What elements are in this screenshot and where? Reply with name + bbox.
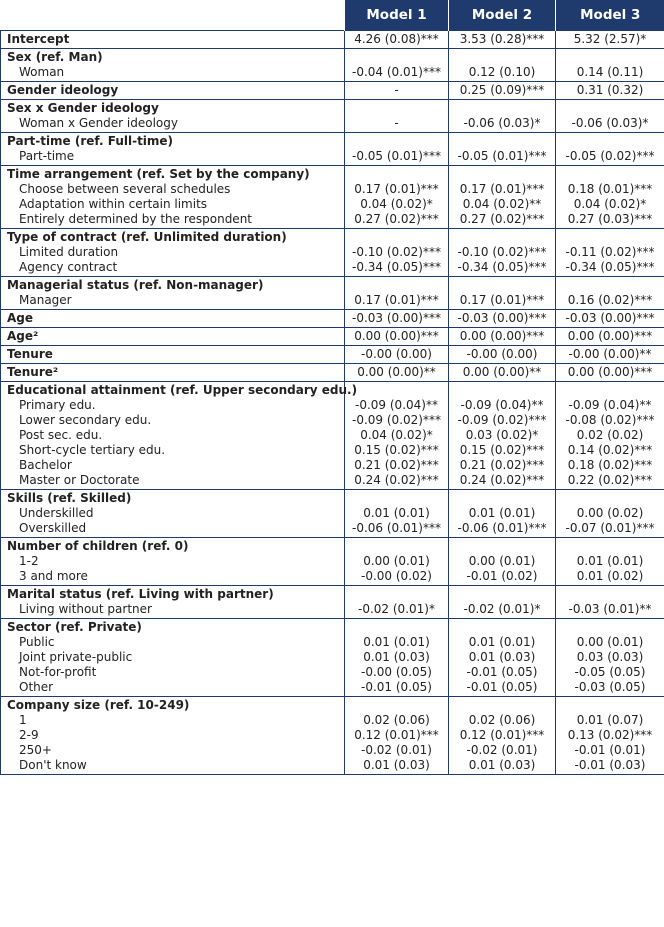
- coefficient-value: 0.31 (0.32): [576, 83, 644, 97]
- coefficient-value: -0.08 (0.02)***: [565, 413, 655, 427]
- category-label: Part-time: [19, 149, 75, 163]
- coefficient-value: 0.16 (0.02)***: [567, 293, 653, 307]
- coefficient-value: -0.00 (0.00): [361, 347, 432, 361]
- group-title: Company size (ref. 10-249): [7, 698, 190, 712]
- group-title: Gender ideology: [7, 83, 119, 97]
- model-1-cell: [345, 133, 449, 166]
- coefficient-value: -0.10 (0.02)***: [457, 245, 547, 259]
- category-label: 1: [19, 713, 27, 727]
- model-1-cell: [345, 100, 449, 133]
- coefficient-value: -0.03 (0.00)***: [565, 311, 655, 325]
- model-3-cell: [556, 166, 664, 229]
- model-2-cell: [449, 382, 556, 490]
- variable-cell: [1, 229, 345, 277]
- coefficient-value: 0.15 (0.02)***: [354, 443, 439, 457]
- coefficient-value: 0.17 (0.01)***: [354, 293, 439, 307]
- coefficient-value: -0.06 (0.01)***: [352, 521, 441, 535]
- table-row: [1, 277, 664, 310]
- group-title: Age²: [7, 329, 39, 343]
- group-title: Intercept: [7, 32, 70, 46]
- coefficient-value: -0.05 (0.02)***: [565, 149, 655, 163]
- category-label: Woman x Gender ideology: [19, 116, 178, 130]
- coefficient-value: 0.24 (0.02)***: [354, 473, 439, 487]
- group-title: Sex (ref. Man): [7, 50, 103, 64]
- category-label: Joint private-public: [19, 650, 133, 664]
- category-label: Master or Doctorate: [19, 473, 140, 487]
- model-3-cell: [556, 229, 664, 277]
- group-title: Educational attainment (ref. Upper secondary edu.): [7, 383, 358, 397]
- variable-cell: [1, 133, 345, 166]
- model-2-cell: [449, 100, 556, 133]
- coefficient-value: -0.06 (0.03)*: [571, 116, 649, 130]
- coefficient-value: -0.06 (0.01)***: [457, 521, 547, 535]
- coefficient-value: 0.17 (0.01)***: [354, 182, 439, 196]
- coefficient-value: 0.14 (0.11): [576, 65, 644, 79]
- coefficient-value: 5.32 (2.57)*: [573, 32, 647, 46]
- model-1-cell: [345, 538, 449, 586]
- coefficient-value: 0.13 (0.02)***: [567, 728, 653, 742]
- model-3-cell: [556, 382, 664, 490]
- variable-cell: [1, 364, 345, 382]
- table-row: [1, 364, 664, 382]
- coefficient-value: -0.02 (0.01)*: [358, 602, 435, 616]
- model-1-cell: [345, 277, 449, 310]
- model-1-cell: [345, 382, 449, 490]
- coefficient-value: 0.00 (0.01): [468, 554, 536, 568]
- model-1-cell: [345, 166, 449, 229]
- coefficient-value: -: [394, 83, 399, 97]
- coefficient-value: -0.00 (0.02): [361, 569, 432, 583]
- model-3-cell: [556, 31, 664, 49]
- coefficient-value: 0.12 (0.10): [468, 65, 536, 79]
- model-2-cell: [449, 133, 556, 166]
- table-row: [1, 229, 664, 277]
- coefficient-value: 0.04 (0.02)*: [360, 428, 433, 442]
- coefficient-value: 0.00 (0.02): [576, 506, 644, 520]
- coefficient-value: -0.09 (0.02)***: [457, 413, 547, 427]
- group-title: Managerial status (ref. Non-manager): [7, 278, 264, 292]
- variable-cell: [1, 619, 345, 697]
- variable-cell: [1, 538, 345, 586]
- model-2-cell: [449, 229, 556, 277]
- coefficient-value: -0.03 (0.01)**: [568, 602, 652, 616]
- coefficient-value: 0.01 (0.01): [468, 506, 536, 520]
- coefficient-value: -0.34 (0.05)***: [352, 260, 441, 274]
- variable-cell: [1, 310, 345, 328]
- table-row: [1, 490, 664, 538]
- model-2-cell: [449, 166, 556, 229]
- coefficient-value: 0.04 (0.02)**: [462, 197, 542, 211]
- coefficient-value: 0.14 (0.02)***: [567, 443, 653, 457]
- table-row: [1, 82, 664, 100]
- model-2-cell: [449, 31, 556, 49]
- model-3-cell: [556, 346, 664, 364]
- model-1-header: Model 1: [345, 0, 449, 31]
- coefficient-value: 0.01 (0.02): [576, 569, 644, 583]
- category-label: Underskilled: [19, 506, 94, 520]
- table-row: [1, 310, 664, 328]
- model-1-cell: [345, 328, 449, 346]
- coefficient-value: 0.12 (0.01)***: [354, 728, 439, 742]
- table-row: [1, 133, 664, 166]
- model-2-cell: [449, 586, 556, 619]
- coefficient-value: 0.18 (0.02)***: [567, 458, 653, 472]
- table-body: [1, 31, 664, 775]
- group-title: Tenure: [7, 347, 53, 361]
- table-row: [1, 586, 664, 619]
- table-row: [1, 382, 664, 490]
- model-1-cell: [345, 82, 449, 100]
- group-title: Sex x Gender ideology: [7, 101, 159, 115]
- coefficient-value: 0.27 (0.03)***: [567, 212, 653, 226]
- coefficient-value: 0.21 (0.02)***: [354, 458, 439, 472]
- variable-cell: [1, 100, 345, 133]
- variable-cell: [1, 346, 345, 364]
- category-label: Don't know: [19, 758, 87, 772]
- coefficient-value: 0.15 (0.02)***: [459, 443, 545, 457]
- coefficient-value: -0.07 (0.01)***: [565, 521, 655, 535]
- model-2-cell: [449, 619, 556, 697]
- coefficient-value: 0.01 (0.03): [468, 650, 536, 664]
- coefficient-value: 0.02 (0.06): [363, 713, 430, 727]
- category-label: Agency contract: [19, 260, 118, 274]
- model-2-cell: [449, 490, 556, 538]
- model-3-cell: [556, 133, 664, 166]
- coefficient-value: -0.34 (0.05)***: [457, 260, 547, 274]
- coefficient-value: -0.10 (0.02)***: [352, 245, 441, 259]
- model-1-cell: [345, 49, 449, 82]
- coefficient-value: -0.09 (0.04)**: [568, 398, 652, 412]
- coefficient-value: 0.17 (0.01)***: [459, 182, 545, 196]
- model-2-cell: [449, 364, 556, 382]
- model-3-cell: [556, 277, 664, 310]
- model-1-cell: [345, 229, 449, 277]
- group-title: Type of contract (ref. Unlimited duration): [7, 230, 287, 244]
- coefficient-value: -0.11 (0.02)***: [565, 245, 655, 259]
- coefficient-value: 0.25 (0.09)***: [459, 83, 545, 97]
- category-label: Bachelor: [19, 458, 72, 472]
- model-1-cell: [345, 346, 449, 364]
- group-title: Marital status (ref. Living with partner): [7, 587, 274, 601]
- coefficient-value: -0.03 (0.05): [574, 680, 646, 694]
- coefficient-value: -0.00 (0.00)**: [568, 347, 652, 361]
- model-3-cell: [556, 697, 664, 775]
- coefficient-value: 0.02 (0.02): [576, 428, 644, 442]
- coefficient-value: 0.01 (0.03): [468, 758, 536, 772]
- variable-cell: [1, 328, 345, 346]
- category-label: Adaptation within certain limits: [19, 197, 208, 211]
- model-3-cell: [556, 310, 664, 328]
- coefficient-value: -: [394, 116, 399, 130]
- model-1-cell: [345, 586, 449, 619]
- category-label: Other: [19, 680, 54, 694]
- coefficient-value: 0.00 (0.01): [576, 635, 644, 649]
- coefficient-value: 0.27 (0.02)***: [354, 212, 439, 226]
- model-1-cell: [345, 697, 449, 775]
- category-label: Post sec. edu.: [19, 428, 103, 442]
- coefficient-value: 0.01 (0.03): [363, 650, 430, 664]
- category-label: Woman: [19, 65, 65, 79]
- model-2-cell: [449, 538, 556, 586]
- coefficient-value: -0.00 (0.05): [361, 665, 432, 679]
- coefficient-value: 0.22 (0.02)***: [567, 473, 653, 487]
- coefficient-value: 0.00 (0.01): [363, 554, 430, 568]
- category-label: 2-9: [19, 728, 39, 742]
- coefficient-value: 0.00 (0.00)**: [462, 365, 542, 379]
- coefficient-value: -0.05 (0.01)***: [352, 149, 441, 163]
- model-3-cell: [556, 586, 664, 619]
- model-3-cell: [556, 364, 664, 382]
- coefficient-value: 0.00 (0.00)***: [567, 365, 653, 379]
- coefficient-value: 0.27 (0.02)***: [459, 212, 545, 226]
- model-1-cell: [345, 619, 449, 697]
- coefficient-value: 0.00 (0.00)***: [459, 329, 545, 343]
- variable-cell: [1, 82, 345, 100]
- category-label: 250+: [19, 743, 52, 757]
- group-title: Time arrangement (ref. Set by the company): [7, 167, 310, 181]
- coefficient-value: -0.04 (0.01)***: [352, 65, 441, 79]
- model-2-cell: [449, 82, 556, 100]
- model-3-cell: [556, 619, 664, 697]
- coefficient-value: 0.01 (0.01): [363, 506, 430, 520]
- table-row: [1, 49, 664, 82]
- table-row: [1, 697, 664, 775]
- coefficient-value: -0.00 (0.00): [466, 347, 538, 361]
- coefficient-value: 0.01 (0.01): [468, 635, 536, 649]
- coefficient-value: 0.18 (0.01)***: [567, 182, 653, 196]
- variable-cell: [1, 31, 345, 49]
- table-row: [1, 346, 664, 364]
- category-label: Living without partner: [19, 602, 152, 616]
- coefficient-value: 0.00 (0.00)**: [357, 365, 436, 379]
- model-3-cell: [556, 100, 664, 133]
- table-row: [1, 619, 664, 697]
- coefficient-value: 0.17 (0.01)***: [459, 293, 545, 307]
- coefficient-value: -0.03 (0.00)***: [352, 311, 441, 325]
- group-title: Age: [7, 311, 34, 325]
- model-2-cell: [449, 697, 556, 775]
- coefficient-value: -0.02 (0.01): [361, 743, 432, 757]
- coefficient-value: -0.01 (0.01): [574, 743, 646, 757]
- group-title: Skills (ref. Skilled): [7, 491, 132, 505]
- coefficient-value: 0.01 (0.07): [576, 713, 644, 727]
- model-2-cell: [449, 49, 556, 82]
- model-1-cell: [345, 310, 449, 328]
- coefficient-value: -0.09 (0.04)**: [355, 398, 438, 412]
- variable-cell: [1, 166, 345, 229]
- variable-cell: [1, 586, 345, 619]
- coefficient-value: 0.03 (0.03): [576, 650, 644, 664]
- category-label: Lower secondary edu.: [19, 413, 152, 427]
- category-label: Entirely determined by the respondent: [19, 212, 253, 226]
- model-3-cell: [556, 490, 664, 538]
- coefficient-value: 0.00 (0.00)***: [354, 329, 439, 343]
- coefficient-value: 0.03 (0.02)*: [465, 428, 539, 442]
- variable-cell: [1, 697, 345, 775]
- model-2-cell: [449, 328, 556, 346]
- group-title: Part-time (ref. Full-time): [7, 134, 174, 148]
- coefficient-value: -0.01 (0.05): [466, 680, 538, 694]
- category-label: Overskilled: [19, 521, 87, 535]
- coefficient-value: -0.01 (0.02): [466, 569, 538, 583]
- model-3-cell: [556, 82, 664, 100]
- group-title: Sector (ref. Private): [7, 620, 142, 634]
- model-2-cell: [449, 346, 556, 364]
- variable-cell: [1, 49, 345, 82]
- coefficient-value: 0.04 (0.02)*: [573, 197, 647, 211]
- model-3-header: Model 3: [556, 0, 664, 31]
- variable-cell: [1, 382, 358, 490]
- coefficient-value: 0.21 (0.02)***: [459, 458, 545, 472]
- coefficient-value: -0.05 (0.01)***: [457, 149, 547, 163]
- category-label: Choose between several schedules: [19, 182, 231, 196]
- group-title: Tenure²: [7, 365, 59, 379]
- coefficient-value: 0.01 (0.03): [363, 758, 430, 772]
- coefficient-value: -0.02 (0.01)*: [463, 602, 541, 616]
- coefficient-value: 0.01 (0.01): [363, 635, 430, 649]
- coefficient-value: 0.00 (0.00)***: [567, 329, 653, 343]
- category-label: Primary edu.: [19, 398, 96, 412]
- group-title: Number of children (ref. 0): [7, 539, 189, 553]
- category-label: 1-2: [19, 554, 39, 568]
- table-row: [1, 538, 664, 586]
- coefficient-value: -0.01 (0.05): [466, 665, 538, 679]
- model-1-cell: [345, 364, 449, 382]
- model-3-cell: [556, 538, 664, 586]
- header-row: [1, 0, 664, 31]
- category-label: Manager: [19, 293, 72, 307]
- table-row: [1, 100, 664, 133]
- category-label: 3 and more: [19, 569, 88, 583]
- model-3-cell: [556, 328, 664, 346]
- category-label: Public: [19, 635, 55, 649]
- coefficient-value: -0.02 (0.01): [466, 743, 538, 757]
- coefficient-value: -0.05 (0.05): [574, 665, 646, 679]
- coefficient-value: -0.01 (0.05): [361, 680, 432, 694]
- coefficient-value: 3.53 (0.28)***: [459, 32, 545, 46]
- coefficient-value: 0.01 (0.01): [576, 554, 644, 568]
- table-row: [1, 328, 664, 346]
- coefficient-value: -0.34 (0.05)***: [565, 260, 655, 274]
- coefficient-value: 4.26 (0.08)***: [354, 32, 439, 46]
- category-label: Short-cycle tertiary edu.: [19, 443, 166, 457]
- table-row: [1, 31, 664, 49]
- coefficient-value: -0.03 (0.00)***: [457, 311, 547, 325]
- model-2-header: Model 2: [449, 0, 556, 31]
- model-3-cell: [556, 49, 664, 82]
- model-1-cell: [345, 31, 449, 49]
- coefficient-value: -0.09 (0.02)***: [352, 413, 441, 427]
- variable-cell: [1, 490, 345, 538]
- model-2-cell: [449, 310, 556, 328]
- coefficient-value: -0.06 (0.03)*: [463, 116, 541, 130]
- coefficient-value: 0.04 (0.02)*: [360, 197, 433, 211]
- model-1-cell: [345, 490, 449, 538]
- model-2-cell: [449, 277, 556, 310]
- category-label: Not-for-profit: [19, 665, 97, 679]
- coefficient-value: -0.01 (0.03): [574, 758, 646, 772]
- coefficient-value: -0.09 (0.04)**: [460, 398, 544, 412]
- category-label: Limited duration: [19, 245, 119, 259]
- table-row: [1, 166, 664, 229]
- variable-cell: [1, 277, 345, 310]
- coefficient-value: 0.02 (0.06): [468, 713, 536, 727]
- coefficient-value: 0.24 (0.02)***: [459, 473, 545, 487]
- coefficient-value: 0.12 (0.01)***: [459, 728, 545, 742]
- header-corner: [1, 0, 345, 31]
